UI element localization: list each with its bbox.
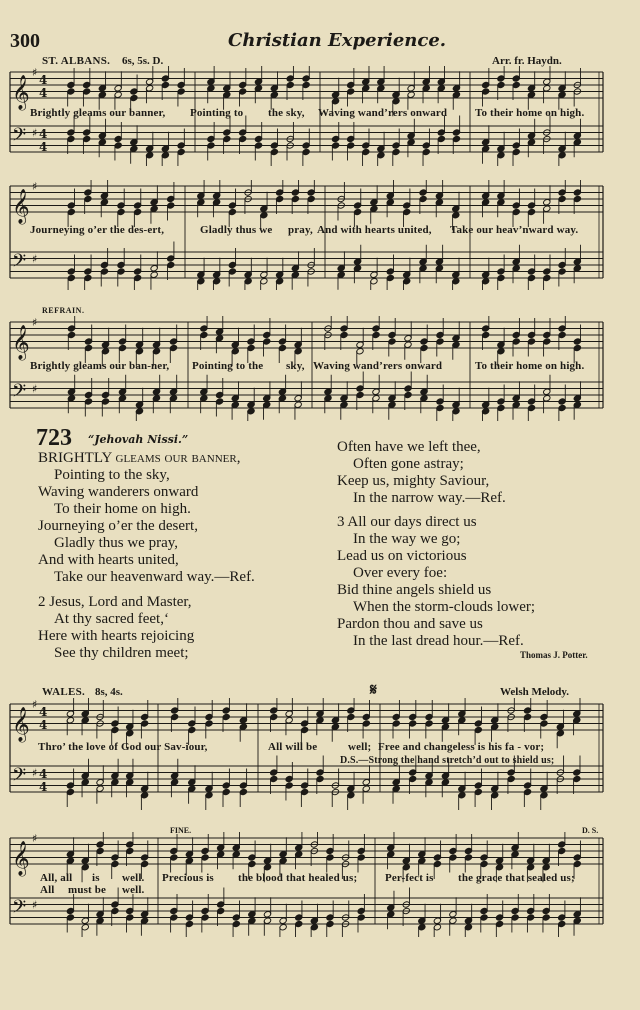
lyric-line: Pointing to — [190, 107, 244, 119]
lyric-line: well. — [122, 884, 145, 896]
verse-line: In the way we go; — [353, 531, 461, 547]
verse-line: Pointing to the sky, — [54, 467, 170, 483]
verse-line: Here with hearts rejoicing — [38, 628, 195, 644]
verse-line: BRIGHTLY gleams our banner, — [38, 450, 241, 466]
refrain-label: REFRAIN. — [42, 306, 85, 315]
verse-line: And with hearts united, — [38, 552, 179, 568]
verse-1 — [38, 450, 255, 586]
lyric-line: Free and changeless is his fa - vor; — [378, 741, 545, 753]
verse-line: Keep us, mighty Saviour, — [337, 473, 490, 489]
verse-line: 2 Jesus, Lord and Master, — [38, 594, 192, 610]
tune-name: WALES. — [42, 686, 86, 698]
bass-clef-icon: 𝄢 — [12, 251, 27, 276]
lyric-line: All, all — [40, 872, 73, 884]
lyric-line: Waving wand’rers onward — [318, 107, 448, 119]
hymn-author: Thomas J. Potter. — [520, 650, 588, 660]
treble-clef-icon: 𝄞 — [12, 75, 30, 110]
lyric-line: To their home on high. — [475, 360, 585, 372]
sharp-icon: ♯ — [32, 698, 38, 711]
lyric-line: Per-fect is — [385, 872, 434, 884]
lyric-line: must be — [68, 884, 107, 896]
bass-clef-icon: 𝄢 — [12, 765, 27, 790]
lyric-line: Journeying o’er the des-ert, — [30, 224, 165, 236]
svg-text:4: 4 — [39, 780, 48, 794]
lyric-line: Brightly gleams our ban-ner, — [30, 360, 170, 372]
verse-line: Often gone astray; — [353, 456, 464, 472]
lyric-line: Take our heav’nward way. — [450, 224, 579, 236]
verse-line: Take our heavenward way.—Ref. — [54, 569, 255, 585]
bass-clef-icon: 𝄢 — [12, 897, 27, 922]
bass-clef-icon: 𝄢 — [12, 125, 27, 150]
verse-line: Lead us on victorious — [337, 548, 467, 564]
segno-icon: 𝄋 — [370, 682, 377, 699]
sharp-icon: ♯ — [32, 898, 38, 912]
verse-line: Bid thine angels shield us — [337, 582, 492, 598]
verse-line: Waving wanderers onward — [38, 484, 199, 500]
lyric-line: the sky, — [268, 107, 305, 119]
hymn-title: “Jehovah Nissi.” — [88, 433, 189, 446]
page-number: 300 — [10, 30, 40, 52]
hymn-number: 723 — [36, 425, 72, 451]
lyric-line: And with hearts united, — [317, 224, 432, 236]
tune-meter: 8s, 4s. — [95, 686, 123, 698]
sharp-icon: ♯ — [32, 126, 38, 140]
verse-3 — [337, 514, 535, 650]
svg-text:4: 4 — [39, 127, 48, 141]
verse-line: Journeying o’er the desert, — [38, 518, 198, 534]
verse-line: In the last dread hour.—Ref. — [353, 633, 524, 649]
lyric-line: Thro’ the love of God our Sav-iour, — [38, 741, 208, 753]
treble-clef-icon: 𝄞 — [12, 707, 30, 742]
tune-arranger: Arr. fr. Haydn. — [492, 55, 562, 67]
tune-name: ST. ALBANS. — [42, 55, 111, 67]
verse-line: At thy sacred feet,‘ — [54, 611, 169, 627]
lyric-line: is — [92, 872, 100, 884]
lyric-line: Pointing to the — [192, 360, 264, 372]
verse-2 — [38, 594, 194, 662]
verse-line: Over every foe: — [353, 565, 448, 581]
sharp-icon: ♯ — [32, 382, 38, 396]
fine-mark: FINE. — [170, 826, 192, 835]
verse-line: When the storm-clouds lower; — [353, 599, 536, 615]
lyric-line: Gladly thus we — [200, 224, 273, 236]
treble-clef-icon: 𝄞 — [12, 325, 30, 360]
verse-line: See thy children meet; — [54, 645, 189, 661]
svg-text:4: 4 — [39, 767, 48, 781]
lyric-line: Waving wand’rers onward — [313, 360, 443, 372]
lyric-line: Precious is — [162, 872, 214, 884]
treble-clef-icon: 𝄞 — [12, 841, 30, 876]
svg-text:4: 4 — [39, 705, 48, 719]
ds-lyric-line: D.S.—Strong the hand stretch’d out to shield us; — [340, 755, 555, 766]
tune-source: Welsh Melody. — [500, 686, 570, 698]
lyric-line: sky, — [286, 360, 305, 372]
sharp-icon: ♯ — [32, 66, 38, 79]
verse-2-continued — [337, 439, 506, 507]
music-system-4 — [0, 698, 640, 810]
verse-line: 3 All our days direct us — [337, 514, 477, 530]
lyric-line: To their home on high. — [475, 107, 585, 119]
lyric-line: pray, — [288, 224, 313, 236]
treble-clef-icon: 𝄞 — [12, 189, 30, 224]
svg-text:4: 4 — [39, 73, 48, 87]
page-title: Christian Experience. — [228, 30, 447, 51]
svg-text:4: 4 — [39, 86, 48, 100]
lyric-line: well. — [122, 872, 145, 884]
verse-line: Pardon thou and save us — [337, 616, 483, 632]
lyric-line: the blood that healed us; — [238, 872, 358, 884]
verse-line: Gladly thus we pray, — [54, 535, 178, 551]
verse-line: In the narrow way.—Ref. — [353, 490, 506, 506]
lyric-line: well; — [348, 741, 372, 753]
sharp-icon: ♯ — [32, 766, 38, 780]
lyric-line: All — [40, 884, 55, 896]
sharp-icon: ♯ — [32, 832, 38, 845]
sharp-icon: ♯ — [32, 252, 38, 266]
lyric-line: the grace that sealed us; — [458, 872, 575, 884]
svg-text:4: 4 — [39, 718, 48, 732]
sharp-icon: ♯ — [32, 316, 38, 329]
bass-clef-icon: 𝄢 — [12, 381, 27, 406]
verse-line: Often have we left thee, — [337, 439, 481, 455]
sharp-icon: ♯ — [32, 180, 38, 193]
verse-line: To their home on high. — [54, 501, 191, 517]
svg-text:4: 4 — [39, 140, 48, 154]
ds-mark: D. S. — [582, 826, 599, 835]
lyric-line: All will be — [268, 741, 318, 753]
lyric-line: Brightly gleams our banner, — [30, 107, 166, 119]
tune-meter: 6s, 5s. D. — [122, 55, 164, 67]
